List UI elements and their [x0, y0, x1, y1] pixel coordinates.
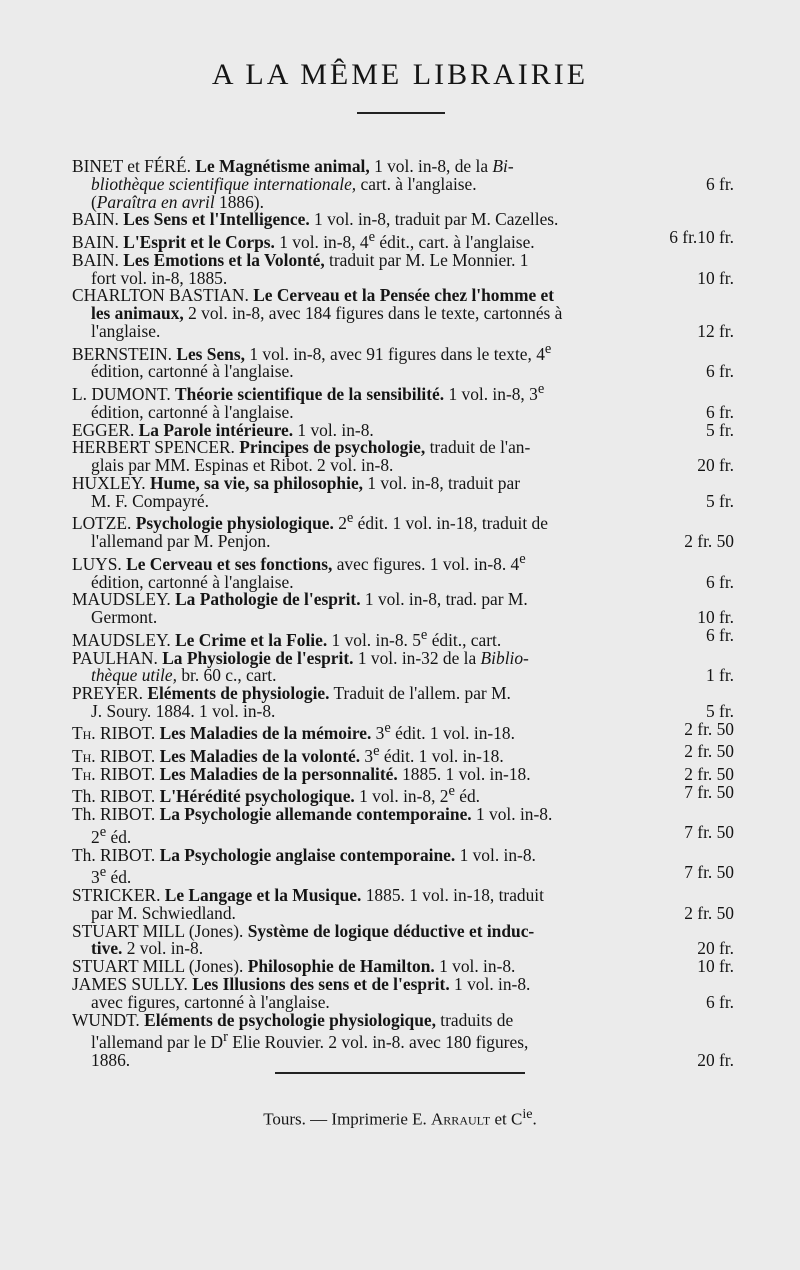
entry-line: [72, 511, 734, 534]
catalogue-entry: [72, 591, 734, 627]
entry-text: MAUDSLEY. La Pathologie de l'esprit. 1 vol. in-8, trad. par M.: [72, 589, 528, 610]
entry-line: [72, 305, 734, 323]
entry-text: (Paraîtra en avril 1886).: [91, 191, 264, 212]
catalogue-entry: [72, 647, 734, 686]
catalogue-entry: [72, 806, 734, 846]
entry-text: l'allemand par M. Penjon.: [91, 531, 271, 552]
entry-text: l'anglaise.: [91, 320, 161, 341]
entry-line: [72, 533, 734, 551]
entry-text: STUART MILL (Jones). Système de logique déductive et induc-: [72, 920, 535, 941]
entry-price: 6 fr.: [705, 624, 734, 645]
catalogue-entry: [72, 763, 734, 784]
catalogue-entry: [72, 1009, 734, 1071]
catalogue-entry: [72, 718, 734, 744]
entry-text: thèque utile, br. 60 c., cart.: [91, 665, 277, 686]
entry-text: BAIN. Les Emotions et la Volonté, traduit par M. Le Monnier. 1: [72, 249, 529, 270]
entry-line: [72, 229, 734, 252]
printer-imprint: Tours. — Imprimerie E. Arrault et $C^{ie}$.: [263, 1106, 537, 1129]
entry-text: Th. RIBOT. Les Maladies de la mémoire. 3e édit. 1 vol. in-18.: [72, 720, 515, 744]
entry-line: [72, 1009, 734, 1030]
entry-price: 6 fr.: [669, 227, 698, 248]
entry-text: JAMES SULLY. Les Illusions des sens et de l'esprit. 1 vol. in-8.: [72, 974, 531, 995]
entry-text: par M. Schwiedland.: [91, 902, 236, 923]
entry-text: avec figures, cartonné à l'anglaise.: [91, 991, 330, 1012]
catalogue-entry: [72, 624, 734, 650]
entry-text: HUXLEY. Hume, sa vie, sa philosophie, 1 vol. in-8, traduit par: [72, 472, 520, 493]
entry-price: 2 fr. 50: [684, 531, 734, 552]
entry-text: STRICKER. Le Langage et la Musique. 1885. 1 vol. in-18, traduit: [72, 885, 544, 906]
entry-text: LUYS. Le Cerveau et ses fonctions, avec figures. 1 vol. in-8. 4e: [72, 550, 526, 574]
entry-price: 20 fr.: [697, 938, 734, 959]
entry-line: [72, 700, 734, 721]
catalogue-list: [72, 158, 734, 1070]
entry-line: [72, 844, 734, 865]
entry-text: L. DUMONT. Théorie scientifique de la sensibilité. 1 vol. in-8, 3e: [72, 381, 545, 404]
entry-text: PREYER. Eléments de physiologie. Traduit de l'allem. par M.: [72, 683, 511, 704]
entry-text: J. Soury. 1884. 1 vol. in-8.: [91, 700, 276, 721]
entry-price: 2 fr. 50: [684, 902, 734, 923]
catalogue-entry: [72, 781, 734, 807]
entry-text: Th. RIBOT. Les Maladies de la volonté. 3e édit. 1 vol. in-18.: [72, 743, 504, 767]
entry-line: [72, 591, 734, 609]
entry-price: 10 fr.: [697, 607, 734, 628]
catalogue-entry: [72, 887, 734, 923]
entry-line: [72, 381, 734, 404]
entry-price: 20 fr.: [697, 455, 734, 476]
entry-text: Germont.: [91, 607, 158, 628]
entry-text: édition, cartonné à l'anglaise.: [91, 401, 294, 422]
entry-text: HERBERT SPENCER. Principes de psychologie, traduit de l'an-: [72, 437, 531, 458]
catalogue-entry: [72, 685, 734, 721]
footer-rule: [275, 1072, 525, 1074]
entry-text: BERNSTEIN. Les Sens, 1 vol. in-8, avec 91 figures dans le texte, 4e: [72, 340, 552, 364]
entry-text: 3e éd.: [91, 864, 132, 888]
entry-price: 7 fr. 50: [684, 862, 734, 883]
entry-price: 10 fr.: [697, 227, 734, 248]
title-rule: [357, 112, 445, 114]
entry-line: [72, 363, 734, 381]
entry-line: [72, 551, 734, 574]
entry-line: [72, 743, 734, 766]
entry-line: [72, 806, 734, 824]
entry-line: [72, 490, 734, 511]
entry-text: BAIN. L'Esprit et le Corps. 1 vol. in-8, 4e édit., cart. à l'anglaise.: [72, 229, 535, 252]
entry-price: 6 fr.: [705, 571, 734, 592]
entry-text: bliothèque scientifique internationale, cart. à l'anglaise.: [91, 173, 477, 194]
catalogue-entry: [72, 249, 734, 288]
entry-line: [72, 781, 734, 807]
entry-price: 10 fr.: [697, 956, 734, 977]
entry-price: 10 fr.: [697, 267, 734, 288]
catalogue-entry: [72, 551, 734, 591]
entry-text: Th. RIBOT. La Psychologie anglaise contemporaine. 1 vol. in-8.: [72, 844, 536, 865]
catalogue-entry: [72, 341, 734, 381]
entry-line: [72, 864, 734, 887]
entry-line: [72, 718, 734, 744]
entry-line: [72, 211, 734, 229]
catalogue-entry: [72, 472, 734, 511]
entry-price: 6 fr.: [705, 173, 734, 194]
entry-line: [72, 763, 734, 784]
entry-price: 5 fr.: [705, 490, 734, 511]
entry-line: [72, 1052, 734, 1070]
catalogue-entry: [72, 229, 734, 252]
entry-line: [72, 609, 734, 627]
page-title: A LA MÊME LIBRAIRIE: [211, 58, 589, 91]
entry-price: 12 fr.: [697, 320, 734, 341]
catalogue-entry: [72, 287, 734, 340]
entry-line: [72, 824, 734, 847]
entry-text: Th. RIBOT. Les Maladies de la personnalité. 1885. 1 vol. in-18.: [72, 763, 531, 784]
catalogue-entry: [72, 511, 734, 551]
entry-price: 6 fr.: [705, 361, 734, 382]
entry-text: CHARLTON BASTIAN. Le Cerveau et la Pensée chez l'homme et: [72, 285, 555, 306]
catalogue-entry: [72, 158, 734, 211]
entry-text: 2e éd.: [91, 824, 132, 847]
entry-text: glais par MM. Espinas et Ribot. 2 vol. in-8.: [91, 455, 394, 476]
entry-line: [72, 624, 734, 650]
entry-price: 2 fr. 50: [684, 741, 734, 762]
entry-line: [72, 341, 734, 364]
entry-text: MAUDSLEY. Le Crime et la Folie. 1 vol. in-8. 5e édit., cart.: [72, 626, 502, 650]
entry-text: Th. RIBOT. La Psychologie allemande contemporaine. 1 vol. in-8.: [72, 804, 553, 825]
catalogue-entry: [72, 920, 734, 959]
entry-price: 1 fr.: [705, 665, 734, 686]
entry-price: 6 fr.: [705, 401, 734, 422]
entry-price: 2 fr. 50: [684, 718, 734, 739]
entry-price: 5 fr.: [705, 419, 734, 440]
catalogue-entry: [72, 844, 734, 888]
entry-text: M. F. Compayré.: [91, 490, 209, 511]
entry-price: 5 fr.: [705, 700, 734, 721]
entry-price: 7 fr. 50: [684, 781, 734, 802]
entry-line: [72, 320, 734, 341]
entry-price: 2 fr. 50: [684, 763, 734, 784]
entry-text: EGGER. La Parole intérieure. 1 vol. in-8.: [72, 419, 374, 440]
entry-text: fort vol. in-8, 1885.: [91, 267, 228, 288]
entry-text: STUART MILL (Jones). Philosophie de Hamilton. 1 vol. in-8.: [72, 956, 516, 977]
entry-text: LOTZE. Psychologie physiologique. 2e édit. 1 vol. in-18, traduit de: [72, 510, 548, 534]
entry-text: 1886.: [91, 1050, 131, 1071]
entry-price: 7 fr. 50: [684, 822, 734, 843]
catalogue-entry: [72, 439, 734, 475]
catalogue-entry: [72, 743, 734, 766]
catalogue-entry: [72, 381, 734, 421]
catalogue-entry: [72, 976, 734, 1012]
entry-text: l'allemand par le $D^r$ Elie Rouvier. 2 vol. in-8. avec 180 figures,: [91, 1029, 529, 1053]
entry-text: tive. 2 vol. in-8.: [91, 938, 204, 959]
entry-text: BINET et FÉRÉ. Le Magnétisme animal, 1 vol. in-8, de la Bi-: [72, 156, 514, 176]
entry-text: Th. RIBOT. L'Hérédité psychologique. 1 vol. in-8, 2e éd.: [72, 783, 481, 807]
entry-text: les animaux, 2 vol. in-8, avec 184 figures dans le texte, cartonnés à: [91, 303, 563, 324]
entry-line: [72, 1029, 734, 1052]
entry-text: édition, cartonné à l'anglaise.: [91, 571, 294, 592]
entry-price: 6 fr.: [705, 991, 734, 1012]
entry-text: édition, cartonné à l'anglaise.: [91, 361, 294, 382]
entry-text: PAULHAN. La Physiologie de l'esprit. 1 vol. in-32 de la Biblio-: [72, 647, 529, 668]
entry-text: WUNDT. Eléments de psychologie physiologique, traduits de: [72, 1009, 514, 1030]
entry-text: BAIN. Les Sens et l'Intelligence. 1 vol. in-8, traduit par M. Cazelles.: [72, 209, 559, 230]
entry-price: 20 fr.: [697, 1050, 734, 1071]
